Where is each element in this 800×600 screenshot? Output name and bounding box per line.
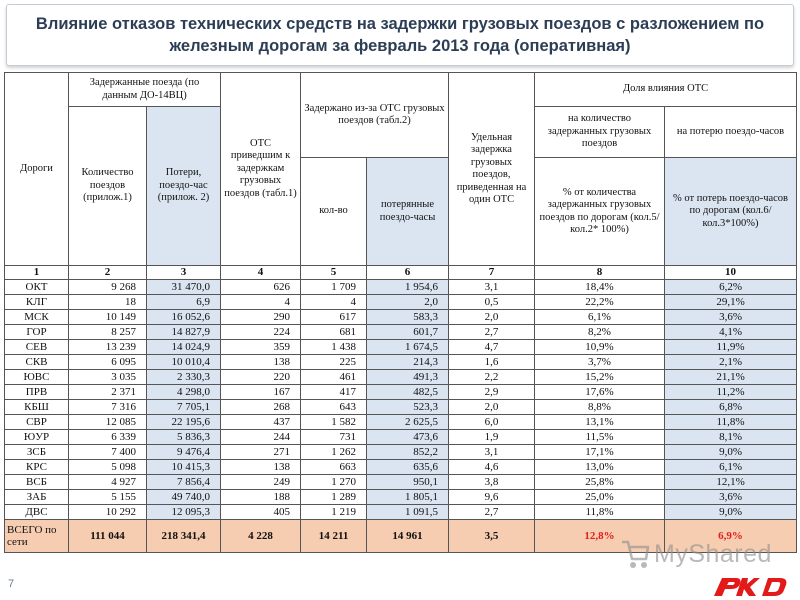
header-delayed-group: Задержанные поезда (по данным ДО-14ВЦ) — [69, 73, 221, 107]
road-name-cell: МСК — [5, 310, 69, 325]
page-number: 7 — [8, 578, 15, 590]
table-row — [5, 415, 797, 430]
table-cell: 12,1% — [665, 475, 797, 490]
table-cell: 6,0 — [449, 415, 535, 430]
table-row — [5, 445, 797, 460]
column-number: 5 — [301, 266, 367, 280]
table-row — [5, 460, 797, 475]
table-cell: 167 — [221, 385, 301, 400]
header-share-group: Доля влияния ОТС — [535, 73, 797, 107]
rzd-logo-icon — [712, 574, 792, 598]
table-cell: 3 035 — [69, 370, 147, 385]
table-cell: 523,3 — [367, 400, 449, 415]
table-cell: 417 — [301, 385, 367, 400]
table-cell: 2,0 — [449, 310, 535, 325]
road-name-cell: СВР — [5, 415, 69, 430]
header-count: Количество поездов (прилож.1) — [69, 107, 147, 266]
table-cell: 3,1 — [449, 280, 535, 295]
table-cell: 17,1% — [535, 445, 665, 460]
road-name-cell: ПРВ — [5, 385, 69, 400]
table-cell: 4,6 — [449, 460, 535, 475]
table-cell: 852,2 — [367, 445, 449, 460]
table-cell: 3,6% — [665, 310, 797, 325]
table-cell: 290 — [221, 310, 301, 325]
table-cell: 4 — [301, 295, 367, 310]
table-cell: 4,7 — [449, 340, 535, 355]
table-row — [5, 340, 797, 355]
column-numbers-row — [5, 266, 797, 280]
table-cell: 2 625,5 — [367, 415, 449, 430]
table-cell: 9,0% — [665, 445, 797, 460]
table-cell: 2,1% — [665, 355, 797, 370]
table-cell: 7 856,4 — [147, 475, 221, 490]
table-cell: 1,6 — [449, 355, 535, 370]
table-cell: 244 — [221, 430, 301, 445]
table-cell: 4 927 — [69, 475, 147, 490]
table-cell: 3,7% — [535, 355, 665, 370]
table-row — [5, 310, 797, 325]
table-cell: 3,1 — [449, 445, 535, 460]
total-cell: 14 211 — [301, 520, 367, 553]
table-cell: 31 470,0 — [147, 280, 221, 295]
column-number: 6 — [367, 266, 449, 280]
table-cell: 2,0 — [449, 400, 535, 415]
table-cell: 491,3 — [367, 370, 449, 385]
table-cell: 14 024,9 — [147, 340, 221, 355]
road-name-cell: СЕВ — [5, 340, 69, 355]
table-cell: 1 091,5 — [367, 505, 449, 520]
table-cell: 6 339 — [69, 430, 147, 445]
table-cell: 6,9 — [147, 295, 221, 310]
table-row — [5, 505, 797, 520]
table-cell: 681 — [301, 325, 367, 340]
table-cell: 10,9% — [535, 340, 665, 355]
total-label: ВСЕГО по сети — [5, 520, 69, 553]
table-cell: 5 155 — [69, 490, 147, 505]
total-cell: 12,8% — [535, 520, 665, 553]
header-specific: Удельная задержка грузовых поездов, приведенная на один ОТС — [449, 73, 535, 266]
table-cell: 643 — [301, 400, 367, 415]
table-cell: 8 257 — [69, 325, 147, 340]
road-name-cell: ВСБ — [5, 475, 69, 490]
table-cell: 1 289 — [301, 490, 367, 505]
table-cell: 583,3 — [367, 310, 449, 325]
table-row — [5, 430, 797, 445]
table-cell: 13 239 — [69, 340, 147, 355]
table-cell: 10 292 — [69, 505, 147, 520]
total-cell: 4 228 — [221, 520, 301, 553]
page-title: Влияние отказов технических средств на задержки грузовых поездов с разложением по железным дорогам за февраль 2013 года (оперативная) — [35, 15, 765, 55]
header-ots-led: ОТС приведшим к задержкам грузовых поездов (табл.1) — [221, 73, 301, 266]
table-cell: 6,2% — [665, 280, 797, 295]
table-cell: 11,8% — [665, 415, 797, 430]
shopping-cart-icon — [620, 537, 650, 571]
table-cell: 4,1% — [665, 325, 797, 340]
table-cell: 9 268 — [69, 280, 147, 295]
table-cell: 1 582 — [301, 415, 367, 430]
table-cell: 10 415,3 — [147, 460, 221, 475]
table-cell: 626 — [221, 280, 301, 295]
table-cell: 7 316 — [69, 400, 147, 415]
table-cell: 359 — [221, 340, 301, 355]
road-name-cell: КРС — [5, 460, 69, 475]
watermark — [620, 534, 772, 574]
column-number: 8 — [535, 266, 665, 280]
table-row — [5, 370, 797, 385]
table-cell: 663 — [301, 460, 367, 475]
column-number: 1 — [5, 266, 69, 280]
table-cell: 6,1% — [665, 460, 797, 475]
table-cell: 601,7 — [367, 325, 449, 340]
table-cell: 6 095 — [69, 355, 147, 370]
table-cell: 5 098 — [69, 460, 147, 475]
header-share-count-formula: % от количества задержанных грузовых поездов по дорогам (кол.5/кол.2* 100%) — [535, 158, 665, 266]
table-cell: 11,8% — [535, 505, 665, 520]
table-cell: 13,0% — [535, 460, 665, 475]
column-number: 10 — [665, 266, 797, 280]
road-name-cell: ЗСБ — [5, 445, 69, 460]
table-cell: 6,8% — [665, 400, 797, 415]
title-box — [6, 4, 794, 66]
data-table — [4, 72, 797, 553]
total-cell: 14 961 — [367, 520, 449, 553]
table-cell: 9,6 — [449, 490, 535, 505]
table-cell: 2,0 — [367, 295, 449, 310]
table-cell: 731 — [301, 430, 367, 445]
table-cell: 1 262 — [301, 445, 367, 460]
table-cell: 461 — [301, 370, 367, 385]
road-name-cell: ЮВС — [5, 370, 69, 385]
table-cell: 2,9 — [449, 385, 535, 400]
road-name-cell: ОКТ — [5, 280, 69, 295]
header-qty: кол-во — [301, 158, 367, 266]
table-row — [5, 295, 797, 310]
header-share-loss: на потерю поездо-часов — [665, 107, 797, 158]
table-cell: 25,0% — [535, 490, 665, 505]
table-row — [5, 355, 797, 370]
table-cell: 7 705,1 — [147, 400, 221, 415]
table-cell: 1 805,1 — [367, 490, 449, 505]
table-cell: 0,5 — [449, 295, 535, 310]
column-number: 3 — [147, 266, 221, 280]
table-cell: 268 — [221, 400, 301, 415]
table-cell: 10 010,4 — [147, 355, 221, 370]
table-cell: 7 400 — [69, 445, 147, 460]
table-cell: 18,4% — [535, 280, 665, 295]
road-name-cell: ЮУР — [5, 430, 69, 445]
table-cell: 2,2 — [449, 370, 535, 385]
table-cell: 1 438 — [301, 340, 367, 355]
table-cell: 2 371 — [69, 385, 147, 400]
table-cell: 5 836,3 — [147, 430, 221, 445]
table-cell: 11,5% — [535, 430, 665, 445]
table-cell: 8,1% — [665, 430, 797, 445]
table-row — [5, 280, 797, 295]
table-cell: 405 — [221, 505, 301, 520]
table-cell: 8,8% — [535, 400, 665, 415]
header-share-loss-formula: % от потерь поездо-часов по дорогам (кол.6/кол.3*100%) — [665, 158, 797, 266]
table-cell: 271 — [221, 445, 301, 460]
table-cell: 8,2% — [535, 325, 665, 340]
table-cell: 22 195,6 — [147, 415, 221, 430]
header-roads: Дороги — [5, 73, 69, 266]
table-cell: 13,1% — [535, 415, 665, 430]
table-row — [5, 490, 797, 505]
table-cell: 4 298,0 — [147, 385, 221, 400]
table-cell: 49 740,0 — [147, 490, 221, 505]
table-cell: 138 — [221, 460, 301, 475]
table-cell: 3,6% — [665, 490, 797, 505]
table-cell: 138 — [221, 355, 301, 370]
table-cell: 15,2% — [535, 370, 665, 385]
table-cell: 21,1% — [665, 370, 797, 385]
table-cell: 1 219 — [301, 505, 367, 520]
table-cell: 11,2% — [665, 385, 797, 400]
total-cell: 3,5 — [449, 520, 535, 553]
table-row — [5, 400, 797, 415]
table-cell: 473,6 — [367, 430, 449, 445]
road-name-cell: ГОР — [5, 325, 69, 340]
table-cell: 25,8% — [535, 475, 665, 490]
table-cell: 9 476,4 — [147, 445, 221, 460]
table-cell: 188 — [221, 490, 301, 505]
table-cell: 635,6 — [367, 460, 449, 475]
table-row — [5, 325, 797, 340]
table-cell: 2 330,3 — [147, 370, 221, 385]
road-name-cell: ДВС — [5, 505, 69, 520]
total-cell: 218 341,4 — [147, 520, 221, 553]
total-cell: 6,9% — [665, 520, 797, 553]
table-cell: 4 — [221, 295, 301, 310]
table-cell: 10 149 — [69, 310, 147, 325]
table-cell: 482,5 — [367, 385, 449, 400]
table-cell: 2,7 — [449, 325, 535, 340]
header-delayed-ots-group: Задержано из-за ОТС грузовых поездов (табл.2) — [301, 73, 449, 158]
table-cell: 14 827,9 — [147, 325, 221, 340]
table-cell: 220 — [221, 370, 301, 385]
road-name-cell: СКВ — [5, 355, 69, 370]
table-cell: 29,1% — [665, 295, 797, 310]
table-cell: 11,9% — [665, 340, 797, 355]
table-cell: 16 052,6 — [147, 310, 221, 325]
table-cell: 1 954,6 — [367, 280, 449, 295]
header-share-count: на количество задержанных грузовых поездов — [535, 107, 665, 158]
table-cell: 1 709 — [301, 280, 367, 295]
table-cell: 950,1 — [367, 475, 449, 490]
road-name-cell: КБШ — [5, 400, 69, 415]
table-cell: 3,8 — [449, 475, 535, 490]
table-cell: 617 — [301, 310, 367, 325]
table-cell: 12 085 — [69, 415, 147, 430]
total-cell: 111 044 — [69, 520, 147, 553]
watermark-text: MyShared — [654, 539, 772, 568]
table-cell: 225 — [301, 355, 367, 370]
table-cell: 437 — [221, 415, 301, 430]
table-cell: 6,1% — [535, 310, 665, 325]
column-number: 2 — [69, 266, 147, 280]
table-cell: 9,0% — [665, 505, 797, 520]
table-cell: 22,2% — [535, 295, 665, 310]
column-number: 7 — [449, 266, 535, 280]
road-name-cell: КЛГ — [5, 295, 69, 310]
column-number: 4 — [221, 266, 301, 280]
table-cell: 214,3 — [367, 355, 449, 370]
table-cell: 17,6% — [535, 385, 665, 400]
table-cell: 1 674,5 — [367, 340, 449, 355]
table-cell: 1,9 — [449, 430, 535, 445]
table-cell: 18 — [69, 295, 147, 310]
table-cell: 2,7 — [449, 505, 535, 520]
table-row — [5, 475, 797, 490]
table-cell: 12 095,3 — [147, 505, 221, 520]
table-cell: 249 — [221, 475, 301, 490]
road-name-cell: ЗАБ — [5, 490, 69, 505]
header-lost-hours: потерянные поездо-часы — [367, 158, 449, 266]
table-row — [5, 385, 797, 400]
table-cell: 1 270 — [301, 475, 367, 490]
header-losses: Потери, поездо-час (прилож. 2) — [147, 107, 221, 266]
table-cell: 224 — [221, 325, 301, 340]
